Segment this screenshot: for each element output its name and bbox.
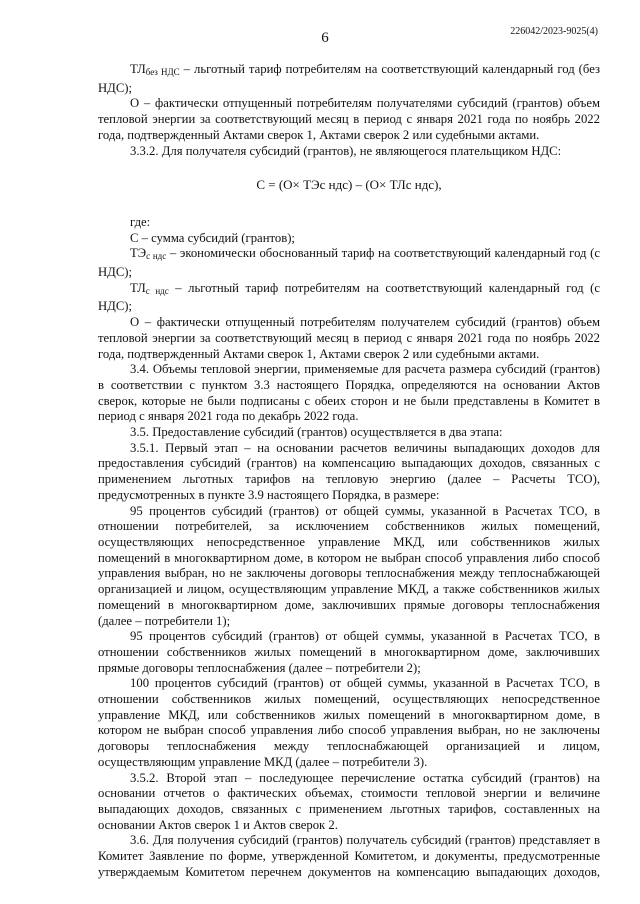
term-tl-subscript: с ндс: [145, 285, 169, 296]
paragraph-3-5-2: 3.5.2. Второй этап – последующее перечисление остатка субсидий (грантов) на основании отчетов о фактических объемах, стоимости тепловой энергии и величине выпадающих доходов, связанных с применением льготных тарифов, составленных на основании Актов сверок 1 и Актов сверок 2.: [98, 770, 600, 832]
paragraph-o-definition: О – фактически отпущенный потребителям получателями субсидий (грантов) объем тепловой энергии за соответствующий месяц в период с января 2021 года по ноябрь 2022 года, подтвержденный Актами сверок 1, Актами сверок 2 или судебными актами.: [98, 96, 600, 142]
paragraph-3-5-1: 3.5.1. Первый этап – на основании расчетов величины выпадающих доходов для предоставления субсидий (грантов) на компенсацию выпадающих доходов, связанных с применением льготных тарифов на тепловую энергию (далее – Расчеты ТСО), предусмотренных в пункте 3.9 настоящего Порядка, в размере:: [98, 440, 600, 502]
page-number: 6: [321, 30, 329, 46]
paragraph-te-s-nds: [98, 246, 600, 280]
paragraph-3-5: 3.5. Предоставление субсидий (грантов) осуществляется в два этапа:: [130, 425, 503, 440]
term-te: ТЭ: [130, 246, 147, 261]
definition-text: – льготный тариф потребителям на соответствующий календарный год (с НДС);: [98, 280, 600, 314]
paragraph-gde: где:: [130, 214, 151, 229]
term-tl-subscript: без НДС: [145, 67, 180, 77]
paragraph-3-6: 3.6. Для получения субсидий (грантов) получатель субсидий (грантов) представляет в Комитет Заявление по форме, утвержденной Комитетом, и документы, предусмотренные утверждаемым Комитетом перечнем документов на компенсацию выпадающих доходов,: [98, 833, 600, 879]
paragraph-tl-bez-nds: [98, 62, 600, 96]
term-tl: ТЛ: [130, 62, 146, 76]
paragraph-consumers-1: 95 процентов субсидий (грантов) от общей суммы, указанной в Расчетах ТСО, в отношении потребителей, за исключением собственников жилых помещений, осуществляющих непосредственное управление МКД, или собственников жилых помещений в многоквартирном доме, в котором не выбран способ управления либо способ управления выбран, но не заключены договоры теплоснабжения между теплоснабжающей организацией и лицом, осуществляющим управление МКД, а также собственников жилых помещений в многоквартирном доме, заключивших прямые договоры теплоснабжения (далее – потребители 1);: [98, 503, 600, 628]
paragraph-consumers-3: 100 процентов субсидий (грантов) от общей суммы, указанной в Расчетах ТСО, в отношении собственников жилых помещений, осуществляющих непосредственное управление МКД, или собственников жилых помещений в многоквартирном доме, в котором не выбран способ управления либо способ управления выбран, но не заключены договоры теплоснабжения между теплоснабжающей организацией и лицом, осуществляющим управление МКД (далее – потребители 3).: [98, 676, 600, 769]
definition-text: – экономически обоснованный тариф на соответствующий календарный год (с НДС);: [98, 246, 600, 280]
paragraph-c-definition: С – сумма субсидий (грантов);: [130, 230, 295, 245]
paragraph-consumers-2: 95 процентов субсидий (грантов) от общей суммы, указанной в Расчетах ТСО, в отношении собственников жилых помещений в многоквартирном доме, заключивших прямые договоры теплоснабжения (далее – потребители 2);: [98, 629, 600, 675]
term-te-subscript: с ндс: [146, 251, 167, 262]
paragraph-o-definition-2: О – фактически отпущенный потребителям получателем субсидий (грантов) объем тепловой энергии за соответствующий месяц в период с января 2021 года по ноябрь 2022 года, подтвержденный Актами сверок 1, Актами сверок 2 или судебными актами.: [98, 315, 600, 361]
paragraph-3-3-2: 3.3.2. Для получателя субсидий (грантов), не являющегося плательщиком НДС:: [130, 143, 562, 158]
definition-text: – льготный тариф потребителям на соответствующий календарный год (без НДС);: [98, 62, 600, 95]
document-body: [98, 62, 600, 880]
term-tl: ТЛ: [130, 280, 146, 295]
formula: С = (О× ТЭс ндс) – (О× ТЛс ндс),: [256, 177, 442, 193]
document-number: 226042/2023-9025(4): [510, 26, 598, 37]
paragraph-3-4: 3.4. Объемы тепловой энергии, применяемые для расчета размера субсидий (грантов) в соответствии с пунктом 3.3 настоящего Порядка, определяются на основании Актов сверок, которые не были подписаны с обеих сторон и не были представлены в Комитет в период с января 2021 года по декабрь 2022 года.: [98, 362, 600, 424]
paragraph-tl-s-nds: [98, 281, 600, 315]
